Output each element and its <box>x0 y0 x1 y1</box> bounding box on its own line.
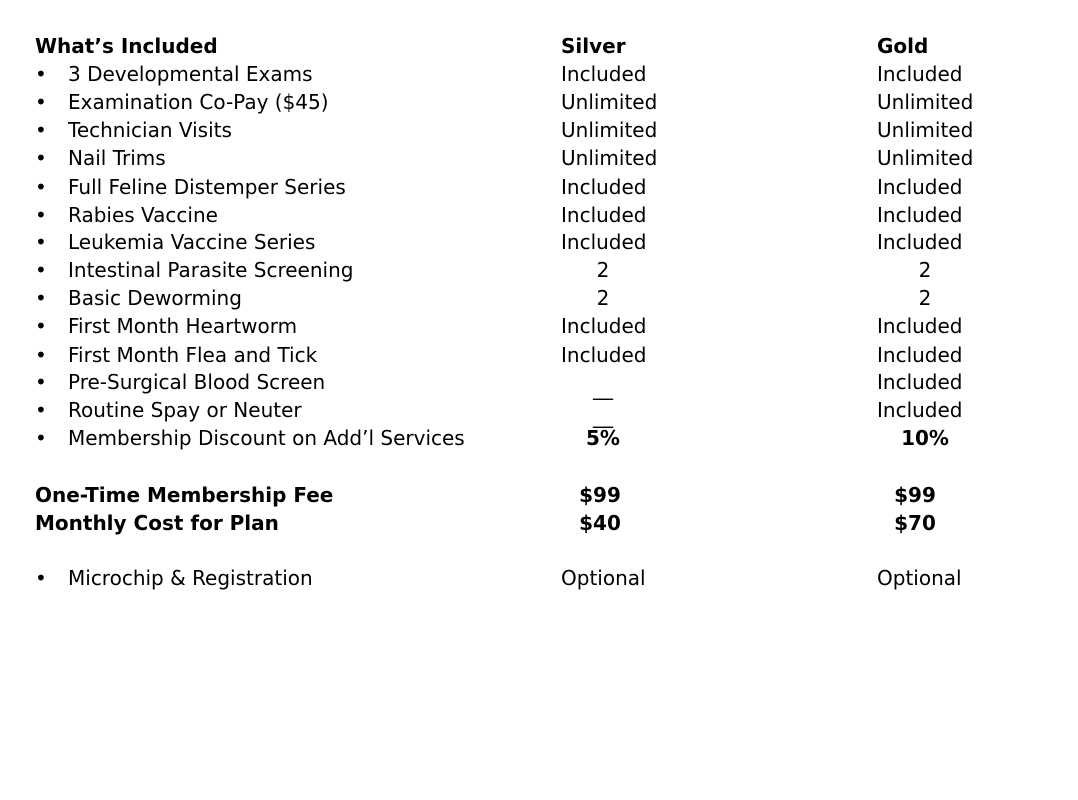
silver-value: __ <box>593 376 613 400</box>
gold-value: Included <box>877 343 963 367</box>
bullet-icon: • <box>35 90 47 114</box>
one-time-fee-label: One-Time Membership Fee <box>35 483 334 507</box>
gold-value: 2 <box>918 258 932 282</box>
gold-monthly-cost: $70 <box>894 511 936 535</box>
table-row <box>0 341 1078 369</box>
silver-plan-heading: Silver <box>561 34 626 58</box>
bullet-icon: • <box>35 62 47 86</box>
silver-value: Included <box>561 343 647 367</box>
item-name: Pre-Surgical Blood Screen <box>68 370 326 394</box>
item-name: 3 Developmental Exams <box>68 62 313 86</box>
silver-value: Included <box>561 203 647 227</box>
bullet-icon: • <box>35 118 47 142</box>
table-row <box>0 284 1078 312</box>
silver-value: Included <box>561 175 647 199</box>
table-row <box>0 256 1078 284</box>
table-row <box>0 368 1078 400</box>
silver-value: 2 <box>596 258 610 282</box>
bullet-icon: • <box>35 398 47 422</box>
gold-value: 2 <box>918 286 932 310</box>
gold-value: Unlimited <box>877 118 974 142</box>
gold-value: Included <box>877 203 963 227</box>
silver-value: Unlimited <box>561 90 658 114</box>
silver-value: Unlimited <box>561 118 658 142</box>
item-name: First Month Heartworm <box>68 314 298 338</box>
item-name: Full Feline Distemper Series <box>68 175 346 199</box>
gold-plan-heading: Gold <box>877 34 929 58</box>
silver-one-time-fee: $99 <box>579 483 621 507</box>
item-name: Membership Discount on Add’l Services <box>68 426 465 450</box>
gold-value: Included <box>877 398 963 422</box>
bullet-icon: • <box>35 258 47 282</box>
monthly-cost-row <box>0 509 1078 537</box>
item-name: Technician Visits <box>68 118 232 142</box>
gold-value: Included <box>877 370 963 394</box>
silver-monthly-cost: $40 <box>579 511 621 535</box>
bullet-icon: • <box>35 175 47 199</box>
silver-value: Included <box>561 230 647 254</box>
bullet-icon: • <box>35 566 47 590</box>
silver-value: Included <box>561 314 647 338</box>
item-name: Basic Deworming <box>68 286 242 310</box>
silver-value: __ <box>593 404 613 428</box>
table-row <box>0 116 1078 144</box>
gold-value: Unlimited <box>877 146 974 170</box>
table-row <box>0 60 1078 88</box>
bullet-icon: • <box>35 343 47 367</box>
table-row <box>0 88 1078 116</box>
bullet-icon: • <box>35 286 47 310</box>
gold-value: 10% <box>901 426 949 450</box>
silver-value: Included <box>561 62 647 86</box>
item-name: Leukemia Vaccine Series <box>68 230 316 254</box>
item-name: Microchip & Registration <box>68 566 313 590</box>
bullet-icon: • <box>35 314 47 338</box>
whats-included-heading: What’s Included <box>35 34 218 58</box>
gold-value: Included <box>877 230 963 254</box>
one-time-fee-row <box>0 481 1078 509</box>
table-row <box>0 396 1078 428</box>
silver-value: Optional <box>561 566 646 590</box>
silver-value: 2 <box>596 286 610 310</box>
table-row <box>0 312 1078 340</box>
silver-value: Unlimited <box>561 146 658 170</box>
bullet-icon: • <box>35 370 47 394</box>
silver-value: 5% <box>586 426 620 450</box>
table-header-row <box>0 32 1078 60</box>
table-row <box>0 424 1078 452</box>
monthly-cost-label: Monthly Cost for Plan <box>35 511 279 535</box>
item-name: Nail Trims <box>68 146 166 170</box>
gold-value: Included <box>877 62 963 86</box>
bullet-icon: • <box>35 146 47 170</box>
item-name: Routine Spay or Neuter <box>68 398 302 422</box>
table-row <box>0 201 1078 229</box>
bullet-icon: • <box>35 426 47 450</box>
item-name: Examination Co-Pay ($45) <box>68 90 329 114</box>
gold-value: Optional <box>877 566 962 590</box>
gold-value: Unlimited <box>877 90 974 114</box>
table-row <box>0 564 1078 592</box>
table-row <box>0 228 1078 256</box>
table-row <box>0 173 1078 201</box>
table-row <box>0 144 1078 172</box>
gold-value: Included <box>877 175 963 199</box>
item-name: Intestinal Parasite Screening <box>68 258 354 282</box>
bullet-icon: • <box>35 203 47 227</box>
item-name: First Month Flea and Tick <box>68 343 318 367</box>
item-name: Rabies Vaccine <box>68 203 218 227</box>
gold-value: Included <box>877 314 963 338</box>
gold-one-time-fee: $99 <box>894 483 936 507</box>
bullet-icon: • <box>35 230 47 254</box>
